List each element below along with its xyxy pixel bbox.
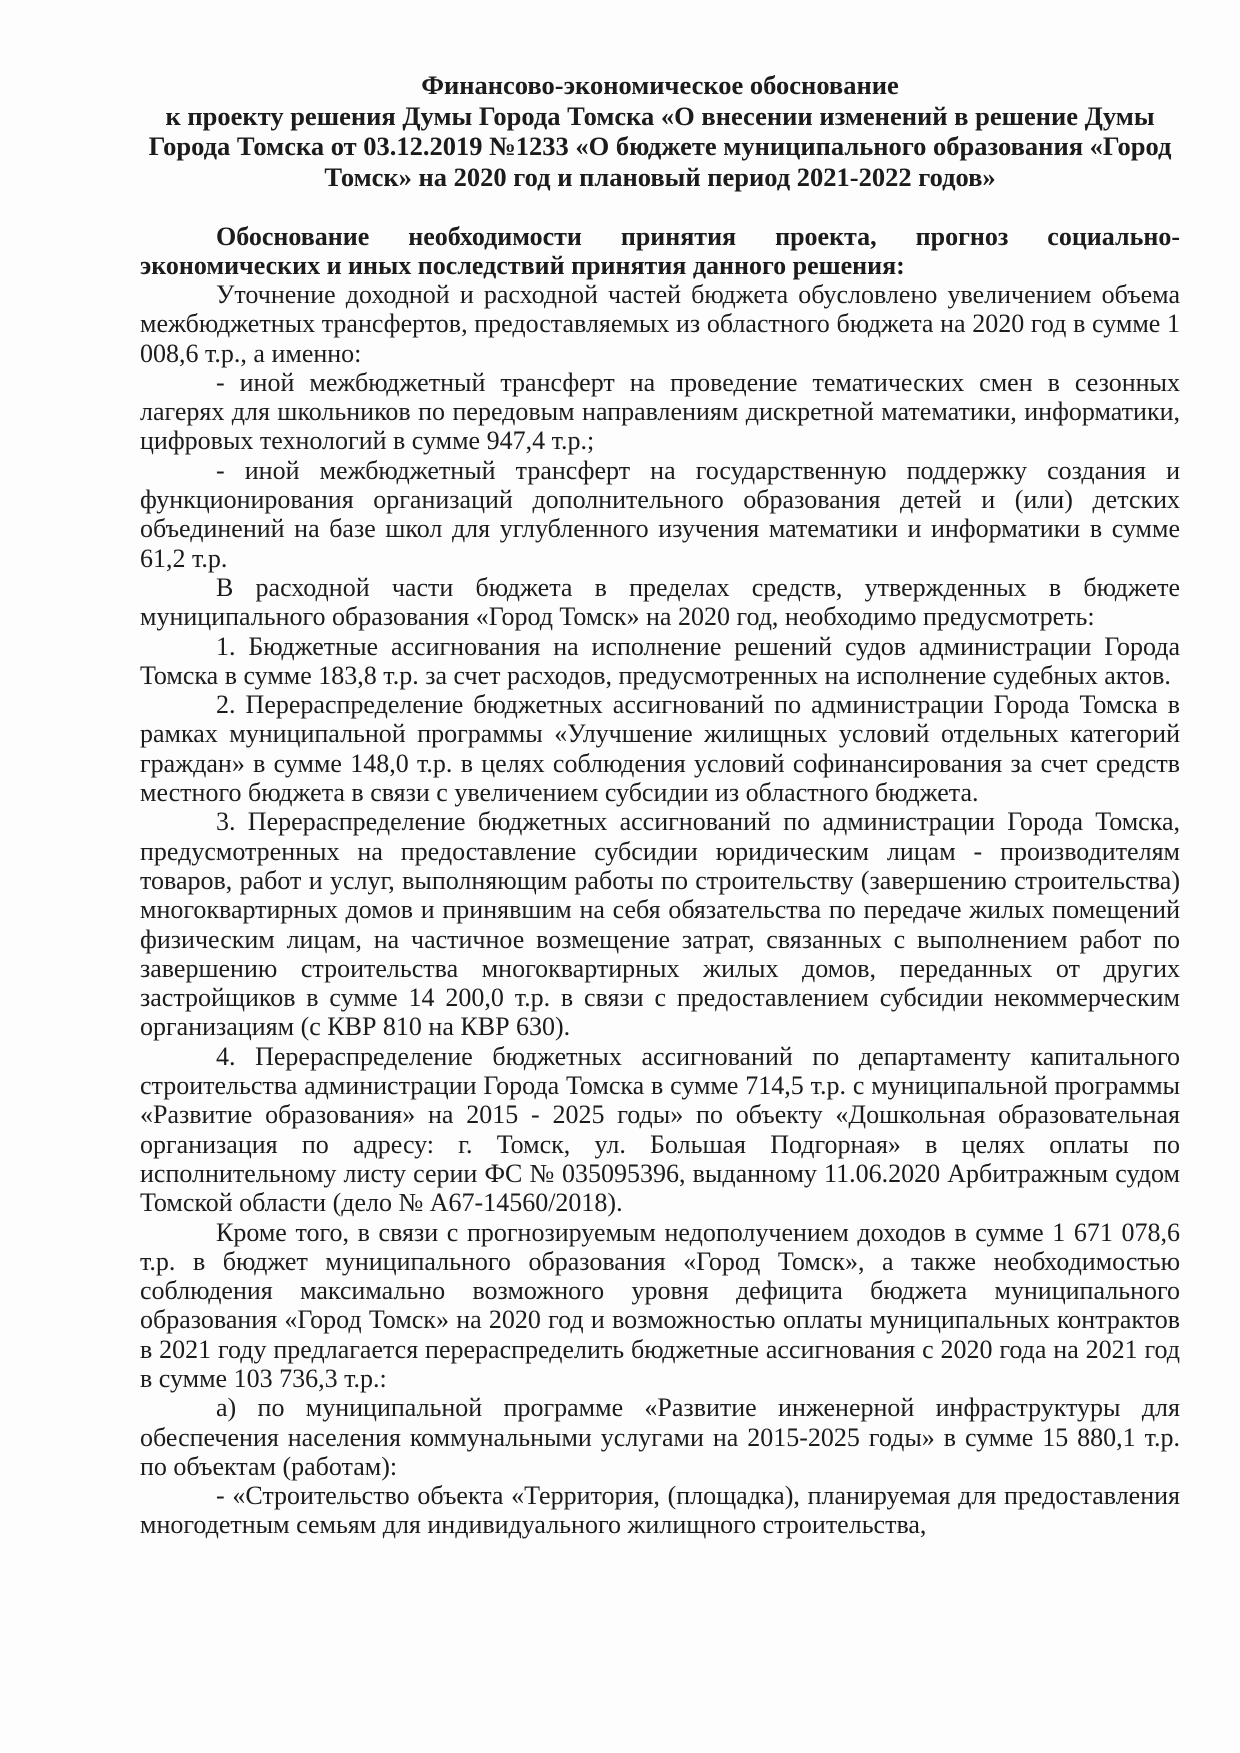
- title-line: Города Томска от 03.12.2019 №1233 «О бюджете муниципального образования «Город: [148, 131, 1172, 161]
- paragraph-redistribution: Кроме того, в связи с прогнозируемым недополучением доходов в сумме 1 671 078,6 т.р. в бюджет муниципального образования «Город Томск», а также необходимостью соблюдения максимально возможного уровня дефицита бюджета муниципального образования «Город Томск» на 2020 год и возможностью оплаты муниципальных контрактов в 2021 году предлагается перераспределить бюджетные ассигнования с 2020 года на 2021 год в сумме 103 736,3 т.р.:: [140, 1217, 1180, 1393]
- paragraph-transfer-1: - иной межбюджетный трансферт на проведение тематических смен в сезонных лагерях для школьников по передовым направлениям дискретной математики, информатики, цифровых технологий в сумме 947,4 т.р.;: [140, 367, 1180, 456]
- title-line: к проекту решения Думы Города Томска «О внесении изменений в решение Думы: [165, 100, 1155, 131]
- title-line: Томск» на 2020 год и плановый период 2021-2022 годов»: [324, 161, 996, 192]
- paragraph-item-2: 2. Перераспределение бюджетных ассигнований по администрации Города Томска в рамках муниципальной программы «Улучшение жилищных условий отдельных категорий граждан» в сумме 148,0 т.р. в целях соблюдения условий софинансирования за счет средств местного бюджета в связи с увеличением субсидии из областного бюджета.: [140, 690, 1180, 808]
- paragraph-intro: Уточнение доходной и расходной частей бюджета обусловлено увеличением объема межбюджетных трансфертов, предоставляемых из областного бюджета на 2020 год в сумме 1 008,6 т.р., а именно:: [140, 280, 1180, 368]
- paragraph-item-4: 4. Перераспределение бюджетных ассигнований по департаменту капитального строительства администрации Города Томска в сумме 714,5 т.р. с муниципальной программы «Развитие образования» на 2015 - 2025 годы» по объекту «Дошкольная образовательная организация по адресу: г. Томск, ул. Большая Подгорная» в целях оплаты по исполнительному листу серии ФС № 035095396, выданному 11.06.2020 Арбитражным судом Томской области (дело № А67-14560/2018).: [140, 1041, 1180, 1218]
- title-line: Финансово-экономическое обоснование: [421, 70, 899, 100]
- paragraph-item-1: 1. Бюджетные ассигнования на исполнение решений судов администрации Города Томска в сумме 183,8 т.р. за счет расходов, предусмотренных на исполнение судебных актов.: [140, 631, 1180, 690]
- paragraph-object-1: - «Строительство объекта «Территория, (площадка), планируемая для предоставления многодетным семьям для индивидуального жилищного строительства,: [140, 1481, 1180, 1540]
- paragraph-item-3: 3. Перераспределение бюджетных ассигнований по администрации Города Томска, предусмотренных на предоставление субсидии юридическим лицам - производителям товаров, работ и услуг, выполняющим работы по строительству (завершению строительства) многоквартирных домов и принявшим на себя обязательства по передаче жилых помещений физическим лицам, на частичное возмещение затрат, связанных с выполнением работ по завершению строительства многоквартирных жилых домов, переданных от других застройщиков в сумме 14 200,0 т.р. в связи с предоставлением субсидии некоммерческим организациям (с КВР 810 на КВР 630).: [140, 807, 1180, 1042]
- section-heading: Обоснование необходимости принятия проекта, прогноз социально-экономических и иных последствий принятия данного решения:: [140, 222, 1180, 280]
- paragraph-expenses-intro: В расходной части бюджета в пределах средств, утвержденных в бюджете муниципального образования «Город Томск» на 2020 год, необходимо предусмотреть:: [140, 572, 1180, 632]
- document-title: [140, 70, 1180, 192]
- paragraph-subitem-a: а) по муниципальной программе «Развитие инженерной инфраструктуры для обеспечения населения коммунальными услугами на 2015-2025 годы» в сумме 15 880,1 т.р. по объектам (работам):: [140, 1393, 1180, 1481]
- document-body: [140, 70, 1180, 1540]
- paragraph-transfer-2: - иной межбюджетный трансферт на государственную поддержку создания и функционирования организаций дополнительного образования детей и (или) детских объединений на базе школ для углубленного изучения математики и информатики в сумме 61,2 т.р.: [140, 455, 1180, 573]
